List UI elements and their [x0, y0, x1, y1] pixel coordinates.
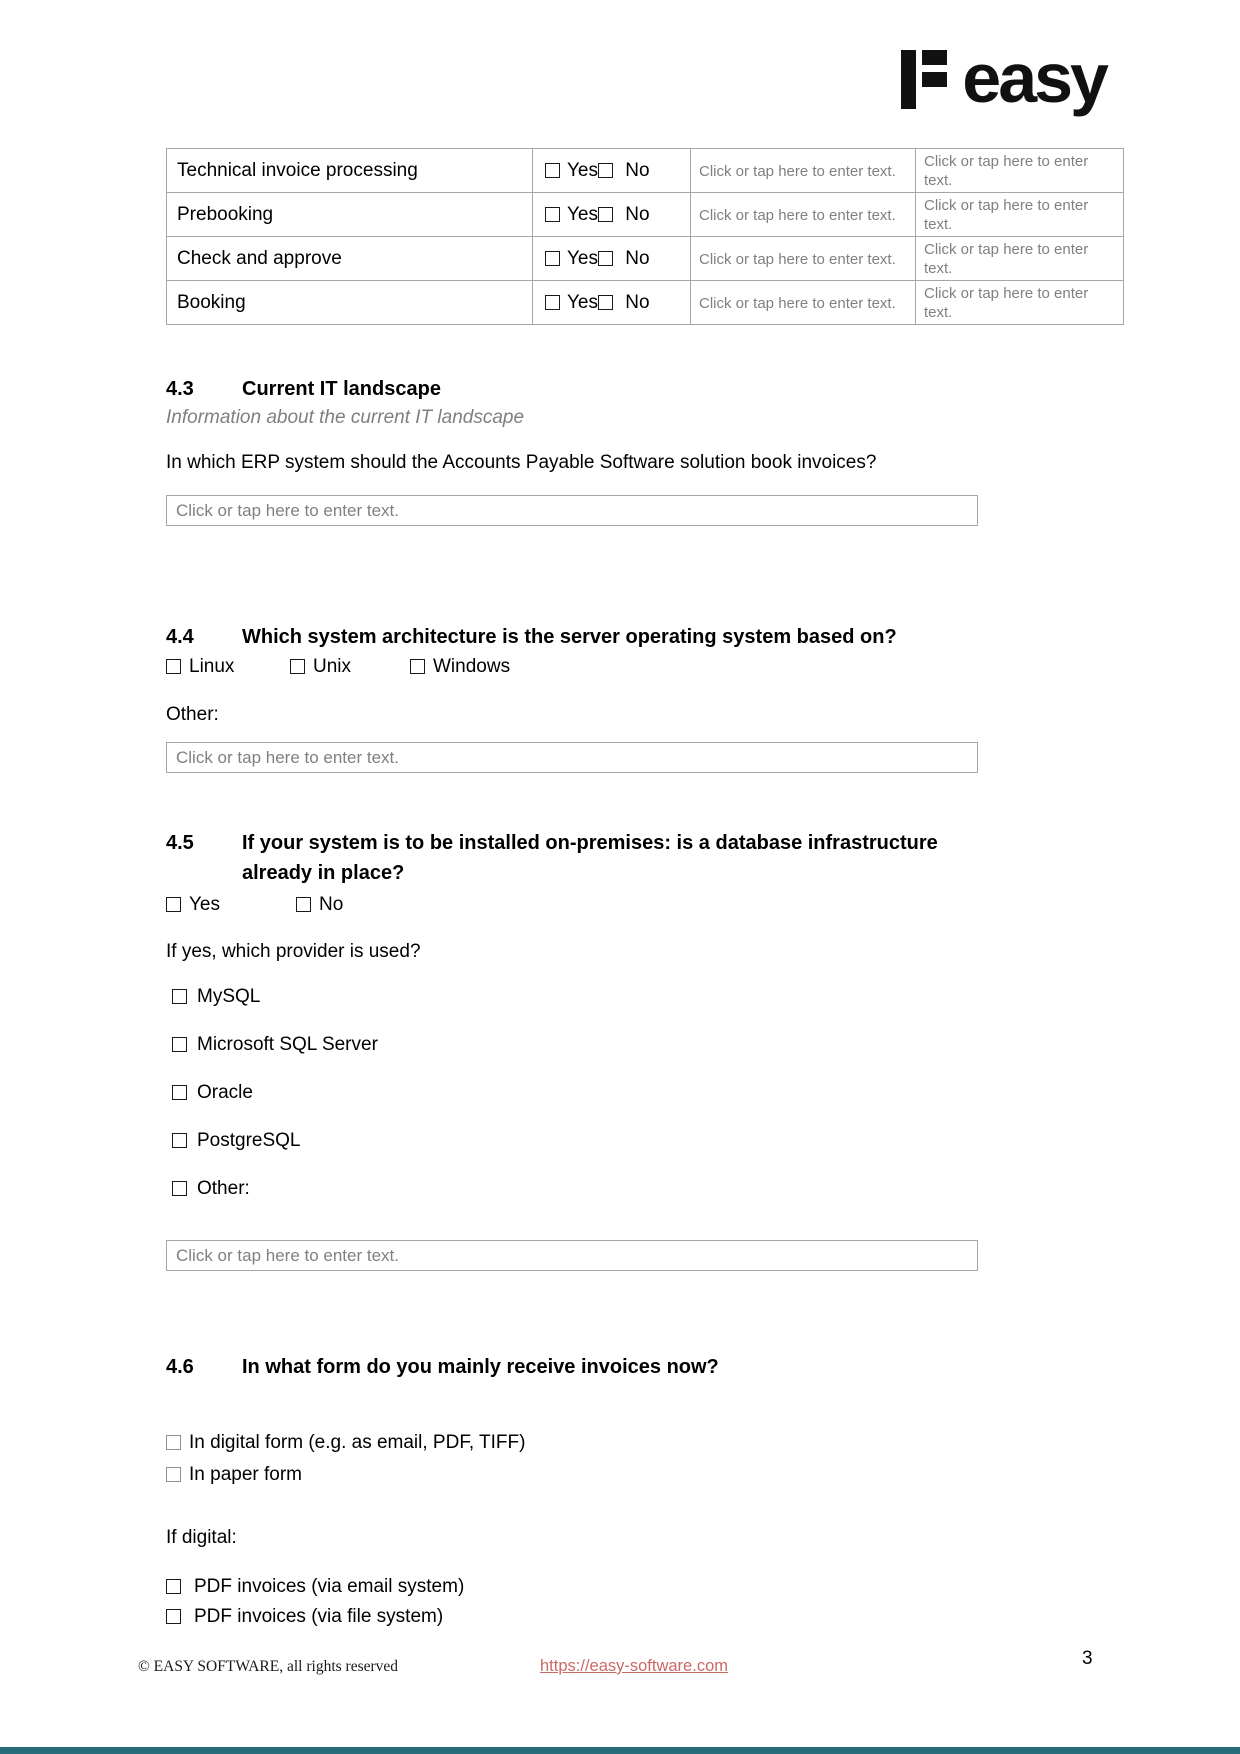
unix-checkbox[interactable] — [290, 659, 305, 674]
os-options-row — [166, 656, 510, 678]
yes-checkbox[interactable] — [545, 163, 560, 178]
option-linux — [166, 656, 290, 678]
text-field-placeholder[interactable]: Click or tap here to enter text. — [916, 149, 1124, 193]
yes-label: Yes — [567, 203, 598, 225]
text-field-placeholder[interactable]: Click or tap here to enter text. — [916, 281, 1124, 325]
option-paper-form — [166, 1464, 302, 1486]
table-row — [167, 193, 1124, 237]
section-number: 4.4 — [166, 626, 194, 648]
table-row — [167, 149, 1124, 193]
yes-label: Yes — [567, 159, 598, 181]
provider-question: If yes, which provider is used? — [166, 941, 421, 962]
footer-link[interactable]: https://easy-software.com — [540, 1657, 728, 1675]
option-label: In digital form (e.g. as email, PDF, TIFF) — [189, 1432, 526, 1453]
yes-label: Yes — [567, 247, 598, 269]
yes-label: Yes — [567, 291, 598, 313]
section-title: In what form do you mainly receive invoices now? — [242, 1356, 719, 1378]
text-field-placeholder[interactable]: Click or tap here to enter text. — [691, 193, 916, 237]
text-field-placeholder[interactable]: Click or tap here to enter text. — [691, 237, 916, 281]
option-label: Microsoft SQL Server — [197, 1034, 378, 1055]
title-line-1: If your system is to be installed on-premises: is a database infrastructure — [242, 832, 938, 854]
option-label: PDF invoices (via email system) — [194, 1576, 465, 1597]
section-46-heading — [166, 1352, 719, 1382]
option-mssql — [172, 1034, 378, 1056]
section-title — [242, 828, 938, 888]
option-digital-form — [166, 1432, 525, 1454]
yes-checkbox[interactable] — [545, 295, 560, 310]
text-field-placeholder[interactable]: Click or tap here to enter text. — [691, 149, 916, 193]
os-other-input[interactable] — [166, 742, 978, 773]
no-checkbox[interactable] — [296, 897, 311, 912]
table-row — [167, 281, 1124, 325]
mssql-checkbox[interactable] — [172, 1037, 187, 1052]
db-other-input[interactable] — [166, 1240, 978, 1271]
no-label: No — [625, 247, 650, 269]
no-checkbox[interactable] — [598, 295, 613, 310]
yes-no-cell — [533, 149, 691, 193]
no-checkbox[interactable] — [598, 207, 613, 222]
yes-checkbox[interactable] — [166, 897, 181, 912]
section-number: 4.5 — [166, 832, 194, 854]
linux-checkbox[interactable] — [166, 659, 181, 674]
no-label: No — [625, 203, 650, 225]
option-pdf-email — [166, 1576, 464, 1598]
other-label: Other: — [166, 704, 219, 725]
option-label: Windows — [433, 656, 511, 677]
easy-logo-icon — [901, 50, 947, 109]
option-unix — [290, 656, 410, 678]
no-label: No — [625, 291, 650, 313]
option-label: Other: — [197, 1178, 250, 1199]
option-label: MySQL — [197, 986, 261, 1007]
mysql-checkbox[interactable] — [172, 989, 187, 1004]
pdf-email-checkbox[interactable] — [166, 1579, 181, 1594]
section-title: Current IT landscape — [242, 378, 441, 400]
section-number: 4.6 — [166, 1356, 194, 1378]
option-label: PostgreSQL — [197, 1130, 301, 1151]
no-checkbox[interactable] — [598, 163, 613, 178]
section-title: Which system architecture is the server operating system based on? — [242, 626, 897, 648]
text-field-placeholder[interactable]: Click or tap here to enter text. — [916, 193, 1124, 237]
invoice-process-table — [166, 148, 1124, 325]
table-row — [167, 237, 1124, 281]
paper-form-checkbox[interactable] — [166, 1467, 181, 1482]
section-43-subtitle: Information about the current IT landscape — [166, 407, 525, 428]
yes-no-cell — [533, 193, 691, 237]
process-label: Booking — [167, 281, 533, 325]
yes-no-cell — [533, 281, 691, 325]
option-mysql — [172, 986, 260, 1008]
option-label: PDF invoices (via file system) — [194, 1606, 444, 1627]
option-yes — [166, 894, 296, 916]
erp-system-input[interactable] — [166, 495, 978, 526]
option-label: Oracle — [197, 1082, 253, 1103]
postgresql-checkbox[interactable] — [172, 1133, 187, 1148]
no-label: No — [625, 159, 650, 181]
next-page-edge — [0, 1747, 1240, 1754]
text-field-placeholder[interactable]: Click or tap here to enter text. — [691, 281, 916, 325]
digital-form-checkbox[interactable] — [166, 1435, 181, 1450]
option-other — [172, 1178, 250, 1200]
pdf-file-checkbox[interactable] — [166, 1609, 181, 1624]
logo-wordmark: easy — [962, 39, 1106, 117]
process-label: Check and approve — [167, 237, 533, 281]
erp-question: In which ERP system should the Accounts Payable Software solution book invoices? — [166, 452, 877, 473]
option-label: Yes — [189, 894, 220, 915]
option-pdf-file — [166, 1606, 443, 1628]
footer-copyright: © EASY SOFTWARE, all rights reserved — [138, 1658, 399, 1675]
option-no — [296, 894, 343, 916]
option-label: Unix — [313, 656, 352, 677]
option-windows — [410, 656, 510, 678]
db-yes-no-row — [166, 894, 343, 916]
title-line-2: already in place? — [242, 862, 405, 884]
yes-checkbox[interactable] — [545, 207, 560, 222]
option-label: No — [319, 894, 344, 915]
if-digital-label: If digital: — [166, 1527, 237, 1548]
page-number: 3 — [1082, 1648, 1093, 1669]
section-44-heading — [166, 622, 897, 652]
process-label: Technical invoice processing — [167, 149, 533, 193]
option-label: Linux — [189, 656, 235, 677]
section-45-heading — [166, 828, 938, 888]
process-label: Prebooking — [167, 193, 533, 237]
oracle-checkbox[interactable] — [172, 1085, 187, 1100]
option-postgresql — [172, 1130, 301, 1152]
option-oracle — [172, 1082, 253, 1104]
yes-no-cell — [533, 237, 691, 281]
text-field-placeholder[interactable]: Click or tap here to enter text. — [916, 237, 1124, 281]
easy-logo — [901, 39, 1106, 117]
other-checkbox[interactable] — [172, 1181, 187, 1196]
no-checkbox[interactable] — [598, 251, 613, 266]
option-label: In paper form — [189, 1464, 302, 1485]
section-43-heading — [166, 374, 441, 404]
windows-checkbox[interactable] — [410, 659, 425, 674]
yes-checkbox[interactable] — [545, 251, 560, 266]
section-number: 4.3 — [166, 378, 194, 400]
